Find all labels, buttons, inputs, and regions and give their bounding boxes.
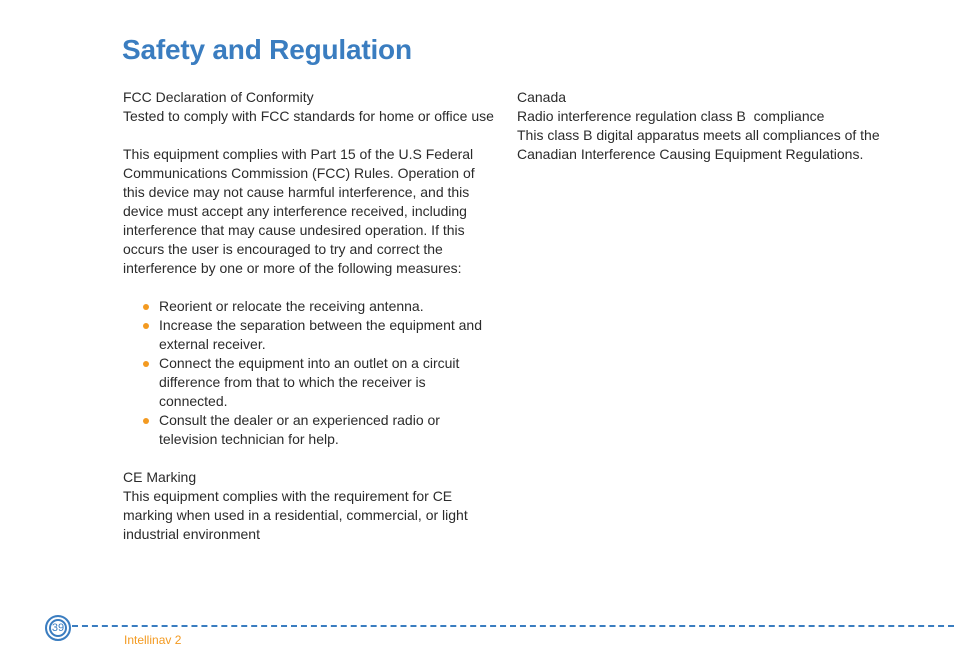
list-item: Consult the dealer or an experienced radio or television technician for help. xyxy=(159,411,497,449)
right-column xyxy=(517,88,887,164)
footer-divider xyxy=(72,625,954,627)
fcc-heading: FCC Declaration of Conformity xyxy=(123,89,314,105)
bullet-icon xyxy=(143,304,149,310)
list-item: Reorient or relocate the receiving antenna. xyxy=(159,297,497,316)
list-item: Increase the separation between the equipment and external receiver. xyxy=(159,316,497,354)
ce-body-text: This equipment complies with the requirement for CE marking when used in a residential, commercial, or light industrial environment xyxy=(123,488,468,542)
list-item: Connect the equipment into an outlet on a circuit difference from that to which the receiver is connected. xyxy=(159,354,497,411)
bullet-icon xyxy=(143,361,149,367)
measures-list xyxy=(123,297,497,449)
ce-heading: CE Marking xyxy=(123,469,197,485)
page-title: Safety and Regulation xyxy=(122,34,412,65)
fcc-tested-text: Tested to comply with FCC standards for home or office use xyxy=(123,108,494,124)
left-column xyxy=(123,88,497,544)
canada-heading: Canada xyxy=(517,89,567,105)
brand-name: Intellinav 2 xyxy=(124,633,182,647)
bullet-icon xyxy=(143,323,149,329)
canada-regulation-line: Radio interference regulation class B compliance xyxy=(517,108,825,124)
page-number: 39 xyxy=(45,615,71,641)
fcc-body-text: This equipment complies with Part 15 of the U.S Federal Communications Commission (FCC) Rules. Operation of this device may not cause harmful interference, and this device must accept any interference received, including interference that may cause undesired operation. If this occurs the user is encouraged to try and correct the interference by one or more of the following measures: xyxy=(123,146,475,276)
bullet-icon xyxy=(143,418,149,424)
canada-body-text: This class B digital apparatus meets all compliances of the Canadian Interference Causing Equipment Regulations. xyxy=(517,127,880,162)
